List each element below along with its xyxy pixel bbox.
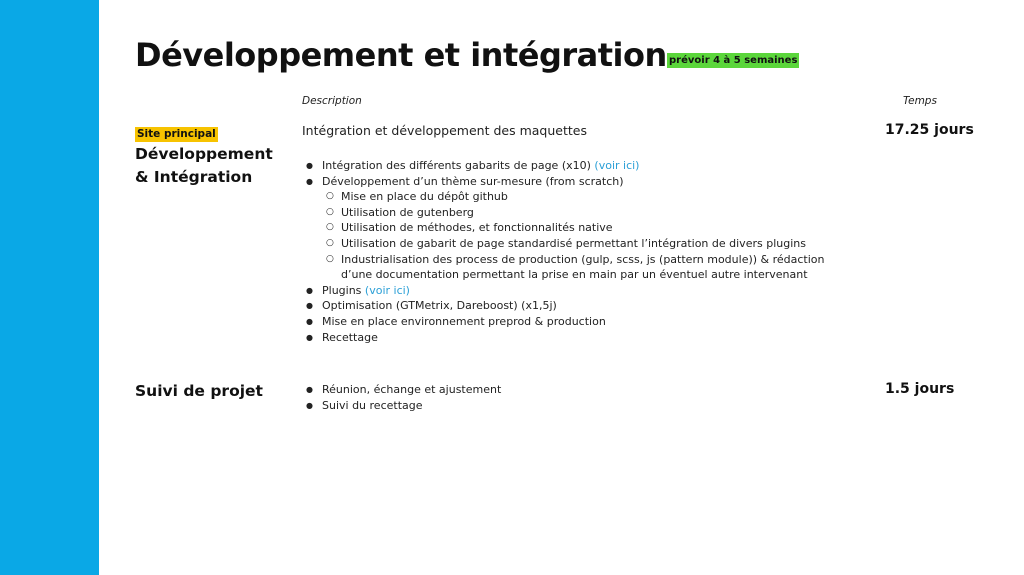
- section-time-project-followup: 1.5 jours: [885, 381, 955, 397]
- sub-list-item: ○ Mise en place du dépôt github: [322, 189, 841, 205]
- see-here-link[interactable]: (voir ici): [594, 159, 640, 172]
- section-title-project-followup: Suivi de projet: [135, 382, 263, 400]
- list-item: ● Suivi du recettage: [302, 398, 842, 414]
- column-header-time: Temps: [903, 95, 937, 107]
- column-header-description: Description: [302, 95, 362, 107]
- page-title: Développement et intégration: [135, 36, 667, 74]
- list-item: ● Plugins (voir ici): [302, 283, 842, 299]
- sub-list-item: ○ Utilisation de méthodes, et fonctionnalités native: [322, 220, 841, 236]
- list-item: ● Optimisation (GTMetrix, Dareboost) (x1,5j): [302, 298, 842, 314]
- sub-list-item: ○ Utilisation de gabarit de page standardisé permettant l’intégration de divers plugins: [322, 236, 841, 252]
- section-subtitle: Intégration et développement des maquettes: [302, 123, 587, 138]
- see-here-link[interactable]: (voir ici): [364, 283, 410, 297]
- list-item: ● Développement d’un thème sur-mesure (from scratch) ○ Mise en place du dépôt github ○ Utilisation de gutenberg ○ Utilisation de méthodes, et fonctionnalités native ○ Utilisation de gabarit de page standardisé permettant l’intégration de divers plugins ○ Industrialisation des process de production (gulp, scss, js (pattern module)) & rédaction d’une documentation permettant la prise en main par un éventuel autre intervenant: [302, 174, 842, 283]
- section-title-line: & Intégration: [135, 168, 253, 186]
- site-principal-badge: Site principal: [137, 128, 216, 140]
- list-item: ● Mise en place environnement preprod & production: [302, 314, 842, 330]
- task-list-project-followup: [302, 382, 842, 413]
- sub-task-list: [322, 189, 842, 283]
- list-item: ● Recettage: [302, 330, 842, 346]
- task-list-development: [302, 158, 842, 345]
- list-item: ● Intégration des différents gabarits de page (x10) (voir ici): [302, 158, 842, 174]
- duration-estimate-badge: prévoir 4 à 5 semaines: [669, 55, 798, 66]
- section-title-development: [135, 143, 273, 189]
- sub-list-item: ○ Utilisation de gutenberg: [322, 205, 841, 221]
- sidebar-accent-bar: [0, 0, 99, 575]
- sub-list-item: ○ Industrialisation des process de production (gulp, scss, js (pattern module)) & rédaction d’une documentation permettant la prise en main par un éventuel autre intervenant: [322, 252, 841, 283]
- section-time-development: 17.25 jours: [885, 122, 974, 138]
- list-item: ● Réunion, échange et ajustement: [302, 382, 842, 398]
- section-title-line: Développement: [135, 145, 273, 163]
